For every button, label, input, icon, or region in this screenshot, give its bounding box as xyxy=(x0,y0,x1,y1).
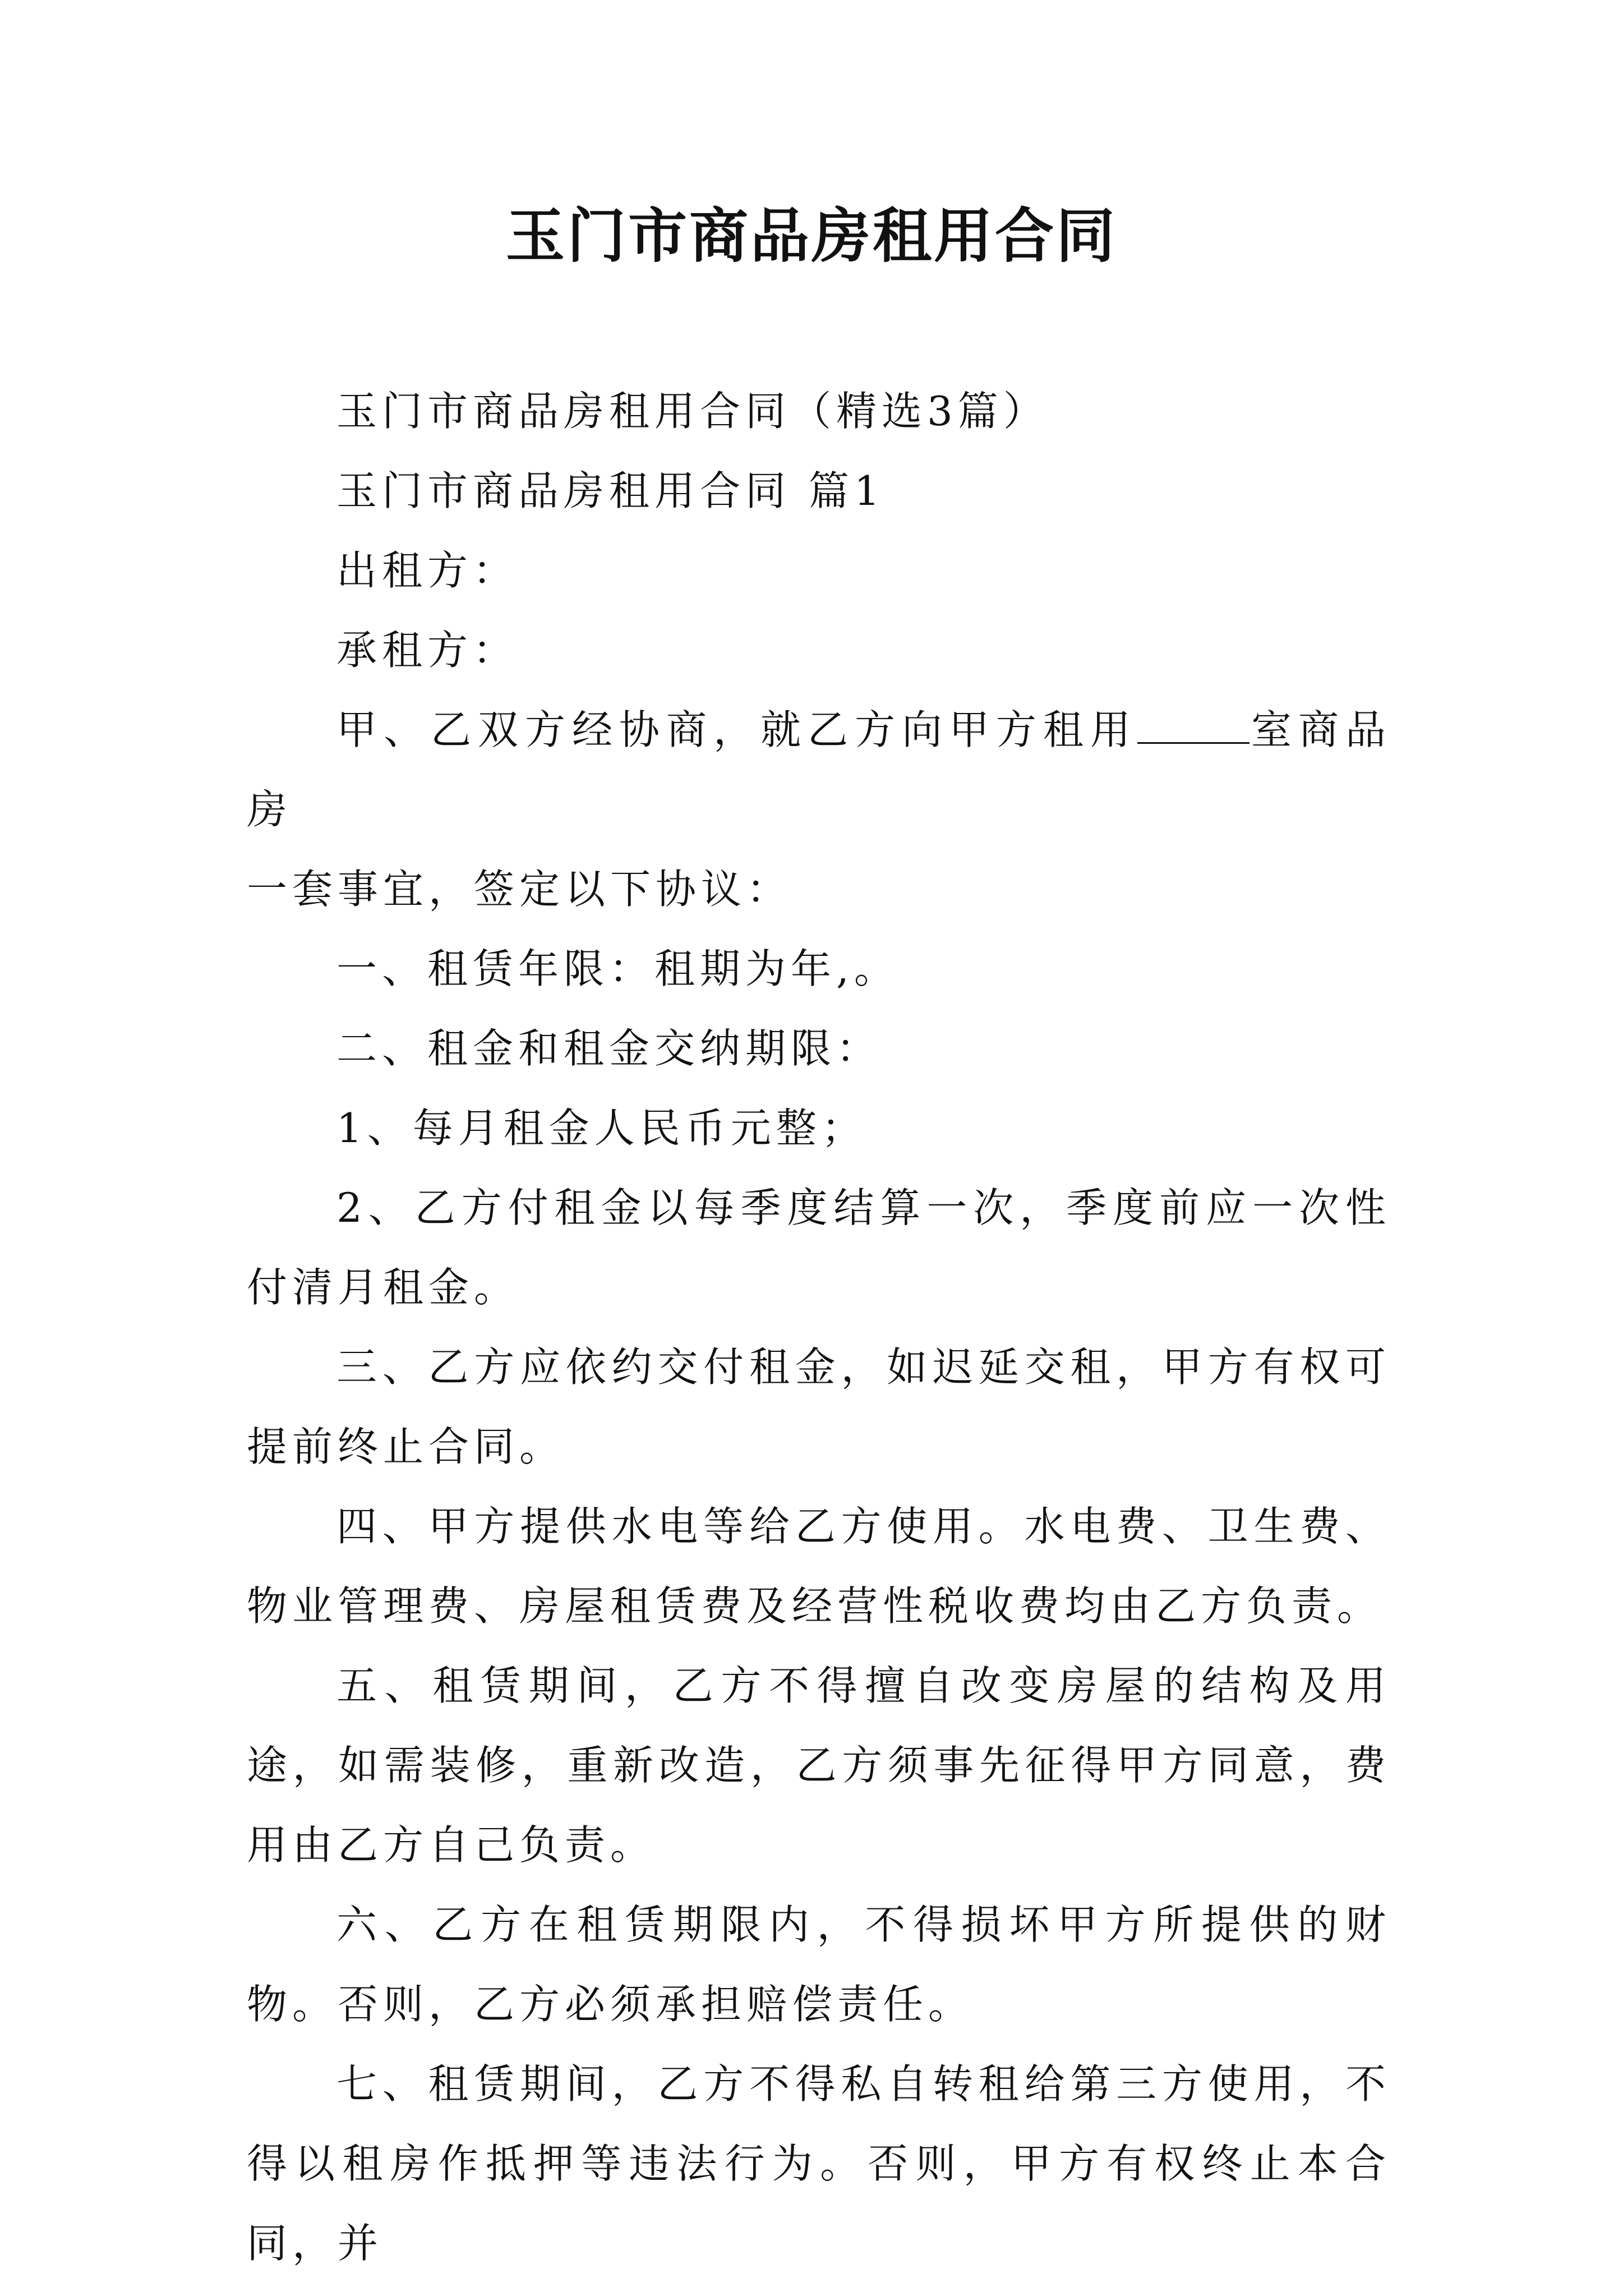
paragraph-clause-2-item-2: 2、乙方付租金以每季度结算一次，季度前应一次性付清月租金。 xyxy=(247,1184,1391,1311)
paragraph-subtitle: 玉门市商品房租用合同（精选3篇） xyxy=(336,388,1049,435)
agreement-text-before: 甲、乙双方经协商，就乙方向甲方租用 xyxy=(336,706,1137,753)
paragraph-agreement-continued: 一套事宜，签定以下协议： xyxy=(247,866,792,913)
paragraph-clause-5: 五、租赁期间，乙方不得擅自改变房屋的结构及用途，如需装修，重新改造，乙方须事先征得甲方同意，费用由乙方自己负责。 xyxy=(247,1662,1391,1869)
paragraph-clause-7: 七、租赁期间，乙方不得私自转租给第三方使用，不得以租房作抵押等违法行为。否则，甲方有权终止本合同，并 xyxy=(247,2060,1391,2267)
document-body xyxy=(247,371,1391,2283)
agreement-text-after: 室商品房 xyxy=(247,706,1391,833)
paragraph-clause-2-item-1: 1、每月租金人民币元整； xyxy=(336,1105,867,1152)
paragraph-section-heading: 玉门市商品房租用合同 篇1 xyxy=(336,467,885,514)
paragraph-lessee: 承租方： xyxy=(336,627,519,674)
fill-in-blank xyxy=(1137,705,1249,744)
paragraph-clause-2: 二、租金和租金交纳期限： xyxy=(336,1025,882,1072)
paragraph-clause-1: 一、租赁年限：租期为年,。 xyxy=(336,945,900,992)
paragraph-clause-4: 四、甲方提供水电等给乙方使用。水电费、卫生费、物业管理费、房屋租赁费及经营性税收费均由乙方负责。 xyxy=(247,1503,1391,1630)
paragraph-clause-3: 三、乙方应依约交付租金，如迟延交租，甲方有权可提前终止合同。 xyxy=(247,1343,1391,1470)
document-title: 玉门市商品房租用合同 xyxy=(505,201,1117,270)
paragraph-clause-6: 六、乙方在租赁期限内，不得损坏甲方所提供的财物。否则，乙方必须承担赔偿责任。 xyxy=(247,1901,1391,2028)
paragraph-lessor: 出租方： xyxy=(336,547,519,594)
paragraph-agreement xyxy=(247,690,1391,849)
